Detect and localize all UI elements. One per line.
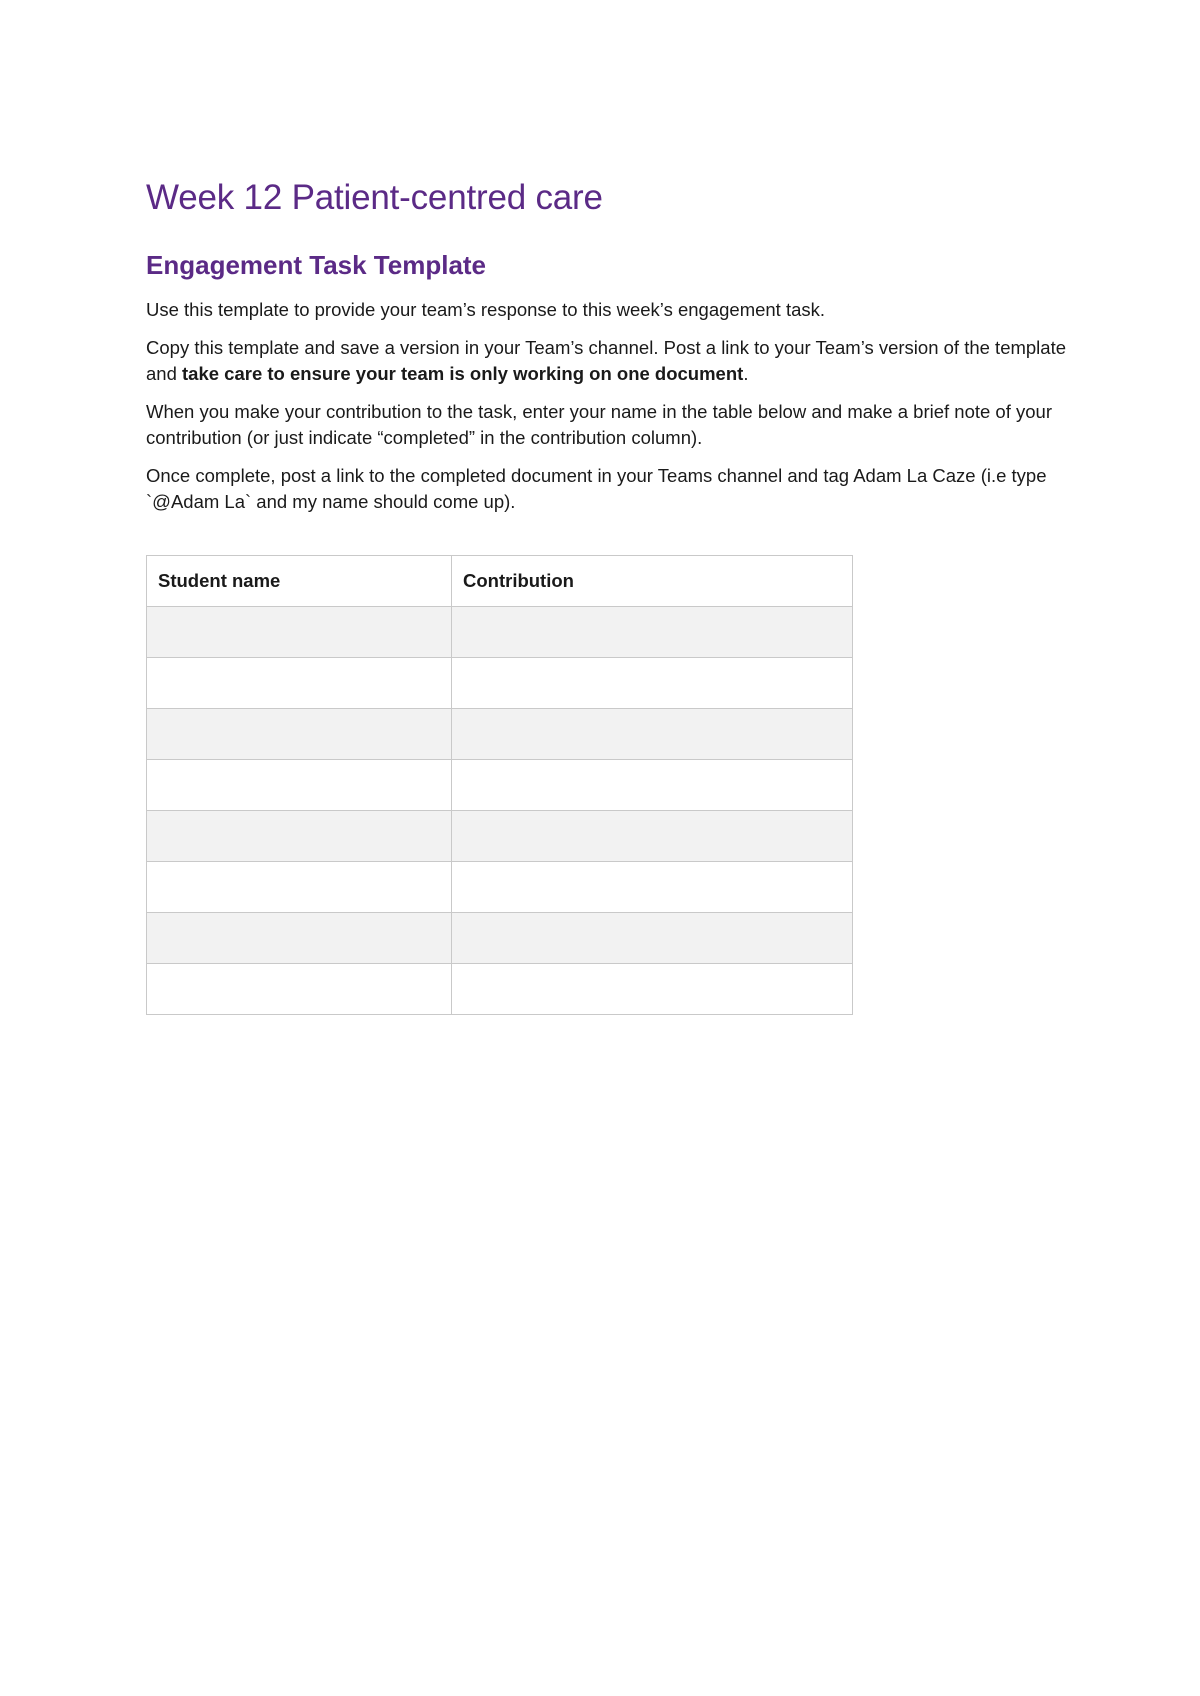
- contribution-header: Contribution: [452, 556, 853, 607]
- student-name-cell[interactable]: [147, 811, 452, 862]
- document-page: [146, 178, 1066, 1015]
- table-row: [147, 760, 853, 811]
- student-name-header: Student name: [147, 556, 452, 607]
- contribution-cell[interactable]: [452, 964, 853, 1015]
- contribution-cell[interactable]: [452, 862, 853, 913]
- contribution-cell[interactable]: [452, 607, 853, 658]
- table-header-row: [147, 556, 853, 607]
- student-name-cell[interactable]: [147, 913, 452, 964]
- contribution-instructions-paragraph: When you make your contribution to the task, enter your name in the table below and make a brief note of your contribution (or just indicate “completed” in the contribution column).: [146, 401, 1052, 449]
- copy-instructions-text: Copy this template and save a version in your Team’s channel. Post a link to your Team’s version of the template and: [146, 337, 1067, 385]
- student-name-cell[interactable]: [147, 760, 452, 811]
- student-name-cell[interactable]: [147, 709, 452, 760]
- document-subtitle: Engagement Task Template: [146, 250, 487, 281]
- student-name-cell[interactable]: [147, 862, 452, 913]
- table-row: [147, 964, 853, 1015]
- student-name-cell[interactable]: [147, 658, 452, 709]
- contribution-table: [146, 555, 853, 1015]
- copy-instructions-paragraph: [146, 335, 1066, 387]
- copy-instructions-end: .: [743, 363, 749, 385]
- table-row: [147, 811, 853, 862]
- table-row: [147, 913, 853, 964]
- table-row: [147, 862, 853, 913]
- document-title: Week 12 Patient-centred care: [146, 178, 603, 217]
- completion-instructions-paragraph: Once complete, post a link to the completed document in your Teams channel and tag Adam La Caze (i.e type `@Adam La` and my name should come up).: [146, 465, 1047, 513]
- table-row: [147, 658, 853, 709]
- contribution-cell[interactable]: [452, 658, 853, 709]
- intro-paragraph: Use this template to provide your team’s response to this week’s engagement task.: [146, 299, 826, 321]
- student-name-cell[interactable]: [147, 607, 452, 658]
- contribution-cell[interactable]: [452, 760, 853, 811]
- contribution-cell[interactable]: [452, 811, 853, 862]
- table-row: [147, 709, 853, 760]
- copy-instructions-emphasis: take care to ensure your team is only working on one document: [182, 363, 744, 385]
- contribution-cell[interactable]: [452, 913, 853, 964]
- contribution-cell[interactable]: [452, 709, 853, 760]
- table-row: [147, 607, 853, 658]
- student-name-cell[interactable]: [147, 964, 452, 1015]
